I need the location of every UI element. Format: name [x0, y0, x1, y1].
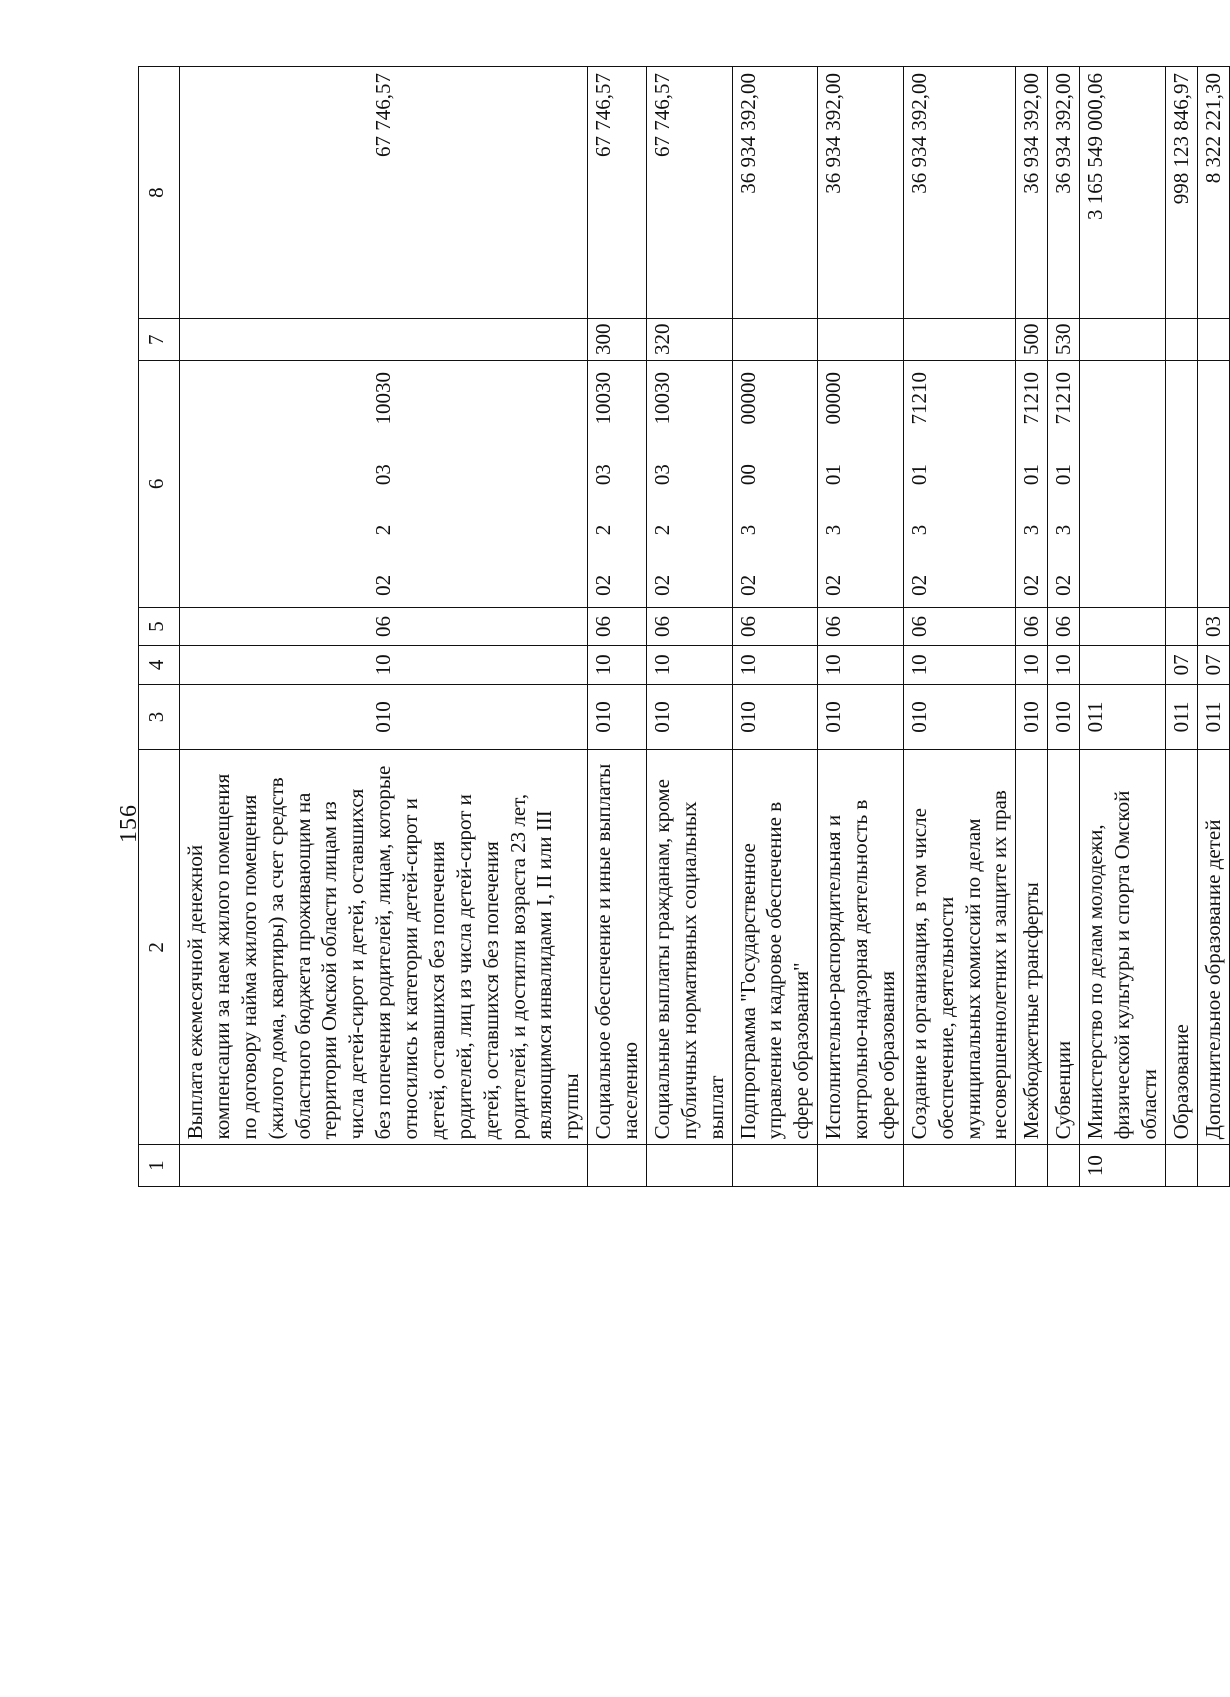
section-cell: 10 — [646, 646, 732, 684]
page-number: 156 — [116, 804, 142, 843]
row-name: Субвенции — [1048, 750, 1080, 1145]
expense-type-cell — [1197, 319, 1229, 361]
row-number — [1197, 1145, 1229, 1187]
subsection-cell: 06 — [818, 607, 904, 645]
section-cell: 10 — [732, 646, 818, 684]
target-article-part: 2 — [591, 524, 616, 536]
row-number — [818, 1145, 904, 1187]
target-article-part: 03 — [371, 464, 396, 486]
subsection-cell — [1080, 607, 1166, 645]
code-cell: 010 — [818, 684, 904, 750]
target-article-part: 03 — [591, 464, 616, 486]
subsection-cell: 06 — [903, 607, 1016, 645]
target-article-part: 2 — [649, 524, 674, 536]
amount-cell: 36 934 392,00 — [818, 67, 904, 319]
table-row — [180, 67, 588, 1187]
target-article-part: 10030 — [591, 372, 616, 425]
expense-type-cell: 500 — [1016, 319, 1048, 361]
code-cell: 011 — [1165, 684, 1197, 750]
section-cell: 10 — [903, 646, 1016, 684]
target-article-part: 02 — [591, 574, 616, 596]
target-article-part: 03 — [649, 464, 674, 486]
target-article-part: 02 — [906, 574, 931, 596]
code-cell: 011 — [1080, 684, 1166, 750]
subsection-cell: 06 — [1016, 607, 1048, 645]
target-article-part: 00000 — [735, 372, 760, 425]
expense-type-cell: 530 — [1048, 319, 1080, 361]
expense-type-cell — [1165, 319, 1197, 361]
code-cell: 011 — [1197, 684, 1229, 750]
header-cell: 8 — [139, 67, 180, 319]
target-article-part: 10030 — [649, 372, 674, 425]
row-number — [732, 1145, 818, 1187]
row-number — [903, 1145, 1016, 1187]
target-article-part: 02 — [371, 574, 396, 596]
code-cell: 010 — [646, 684, 732, 750]
code-cell: 010 — [1048, 684, 1080, 750]
header-cell: 1 — [139, 1145, 180, 1187]
row-name: Выплата ежемесячной денежной компенсации за наем жилого помещения по договору найма жилого помещения (жилого дома, квартиры) за счет средств областного бюджета проживающим на территории Омской области лицам из числа детей-сирот и детей, оставшихся без попечения родителей, лицам, которые относились к категории детей-сирот и детей, оставшихся без попечения родителей, лиц из числа детей-сирот и детей, оставшихся без попечения родителей, и достигли возраста 23 лет, являющимся инвалидами I, II или III группы — [180, 750, 588, 1145]
row-name: Образование — [1165, 750, 1197, 1145]
row-name: Межбюджетные трансферты — [1016, 750, 1048, 1145]
row-number — [646, 1145, 732, 1187]
header-cell: 6 — [139, 361, 180, 608]
row-name: Социальные выплаты гражданам, кроме публичных нормативных социальных выплат — [646, 750, 732, 1145]
table-row — [1080, 67, 1166, 1187]
header-cell: 5 — [139, 607, 180, 645]
header-cell: 3 — [139, 684, 180, 750]
budget-table — [138, 66, 1230, 1187]
target-article-part: 3 — [735, 524, 760, 536]
expense-type-cell — [818, 319, 904, 361]
row-number — [180, 1145, 588, 1187]
subsection-cell: 06 — [732, 607, 818, 645]
table-row — [1016, 67, 1048, 1187]
row-name: Исполнительно-распорядительная и контрольно-надзорная деятельность в сфере образования — [818, 750, 904, 1145]
row-number — [1048, 1145, 1080, 1187]
table-row — [732, 67, 818, 1187]
code-cell: 010 — [903, 684, 1016, 750]
table-row — [1165, 67, 1197, 1187]
expense-type-cell — [903, 319, 1016, 361]
target-article-cell — [588, 361, 647, 608]
row-name: Социальное обеспечение и иные выплаты населению — [588, 750, 647, 1145]
amount-cell: 36 934 392,00 — [1016, 67, 1048, 319]
expense-type-cell — [732, 319, 818, 361]
row-number — [1165, 1145, 1197, 1187]
code-cell: 010 — [732, 684, 818, 750]
amount-cell: 36 934 392,00 — [732, 67, 818, 319]
table-row — [818, 67, 904, 1187]
expense-type-cell: 320 — [646, 319, 732, 361]
table-row — [646, 67, 732, 1187]
target-article-cell — [732, 361, 818, 608]
target-article-part: 10030 — [371, 372, 396, 425]
subsection-cell: 06 — [1048, 607, 1080, 645]
target-article-part: 02 — [1019, 574, 1044, 596]
row-number — [588, 1145, 647, 1187]
amount-cell: 3 165 549 000,06 — [1080, 67, 1166, 319]
header-cell: 2 — [139, 750, 180, 1145]
row-name: Создание и организация, в том числе обеспечение, деятельности муниципальных комиссий по делам несовершеннолетних и защите их прав — [903, 750, 1016, 1145]
code-cell: 010 — [180, 684, 588, 750]
amount-cell: 36 934 392,00 — [1048, 67, 1080, 319]
target-article-cell — [646, 361, 732, 608]
section-cell: 10 — [818, 646, 904, 684]
target-article-part: 02 — [735, 574, 760, 596]
subsection-cell: 06 — [588, 607, 647, 645]
target-article-part: 00000 — [821, 372, 846, 425]
target-article-part: 71210 — [906, 372, 931, 425]
table-row — [1048, 67, 1080, 1187]
section-cell: 10 — [588, 646, 647, 684]
table-row — [588, 67, 647, 1187]
target-article-part: 02 — [821, 574, 846, 596]
target-article-part: 3 — [1019, 524, 1044, 536]
amount-cell: 67 746,57 — [180, 67, 588, 319]
target-article-part: 01 — [1051, 464, 1076, 486]
target-article-cell — [1197, 361, 1229, 608]
row-name: Министерство по делам молодежи, физической культуры и спорта Омской области — [1080, 750, 1166, 1145]
row-number — [1016, 1145, 1048, 1187]
header-cell: 7 — [139, 319, 180, 361]
section-cell: 07 — [1165, 646, 1197, 684]
section-cell: 07 — [1197, 646, 1229, 684]
target-article-part: 71210 — [1051, 372, 1076, 425]
target-article-part: 02 — [1051, 574, 1076, 596]
code-cell: 010 — [1016, 684, 1048, 750]
table-row — [903, 67, 1016, 1187]
target-article-cell — [1016, 361, 1048, 608]
header-cell: 4 — [139, 646, 180, 684]
row-number: 10 — [1080, 1145, 1166, 1187]
target-article-cell — [1048, 361, 1080, 608]
target-article-part: 2 — [371, 524, 396, 536]
subsection-cell: 06 — [180, 607, 588, 645]
subsection-cell — [1165, 607, 1197, 645]
target-article-part: 01 — [906, 464, 931, 486]
table-row — [1197, 67, 1229, 1187]
target-article-part: 00 — [735, 464, 760, 486]
target-article-cell — [1165, 361, 1197, 608]
amount-cell: 67 746,57 — [588, 67, 647, 319]
target-article-part: 02 — [649, 574, 674, 596]
amount-cell: 67 746,57 — [646, 67, 732, 319]
header-row — [139, 67, 180, 1187]
target-article-part: 3 — [1051, 524, 1076, 536]
budget-table-rotated — [138, 66, 1225, 1187]
section-cell — [1080, 646, 1166, 684]
target-article-part: 3 — [906, 524, 931, 536]
target-article-cell — [903, 361, 1016, 608]
target-article-part: 01 — [821, 464, 846, 486]
section-cell: 10 — [180, 646, 588, 684]
section-cell: 10 — [1016, 646, 1048, 684]
amount-cell: 8 322 221,30 — [1197, 67, 1229, 319]
row-name: Дополнительное образование детей — [1197, 750, 1229, 1145]
target-article-cell — [818, 361, 904, 608]
subsection-cell: 03 — [1197, 607, 1229, 645]
target-article-part: 3 — [821, 524, 846, 536]
section-cell: 10 — [1048, 646, 1080, 684]
expense-type-cell — [180, 319, 588, 361]
code-cell: 010 — [588, 684, 647, 750]
subsection-cell: 06 — [646, 607, 732, 645]
target-article-cell — [180, 361, 588, 608]
target-article-part: 71210 — [1019, 372, 1044, 425]
expense-type-cell — [1080, 319, 1166, 361]
expense-type-cell: 300 — [588, 319, 647, 361]
amount-cell: 998 123 846,97 — [1165, 67, 1197, 319]
target-article-cell — [1080, 361, 1166, 608]
target-article-part: 01 — [1019, 464, 1044, 486]
amount-cell: 36 934 392,00 — [903, 67, 1016, 319]
row-name: Подпрограмма "Государственное управление и кадровое обеспечение в сфере образования" — [732, 750, 818, 1145]
